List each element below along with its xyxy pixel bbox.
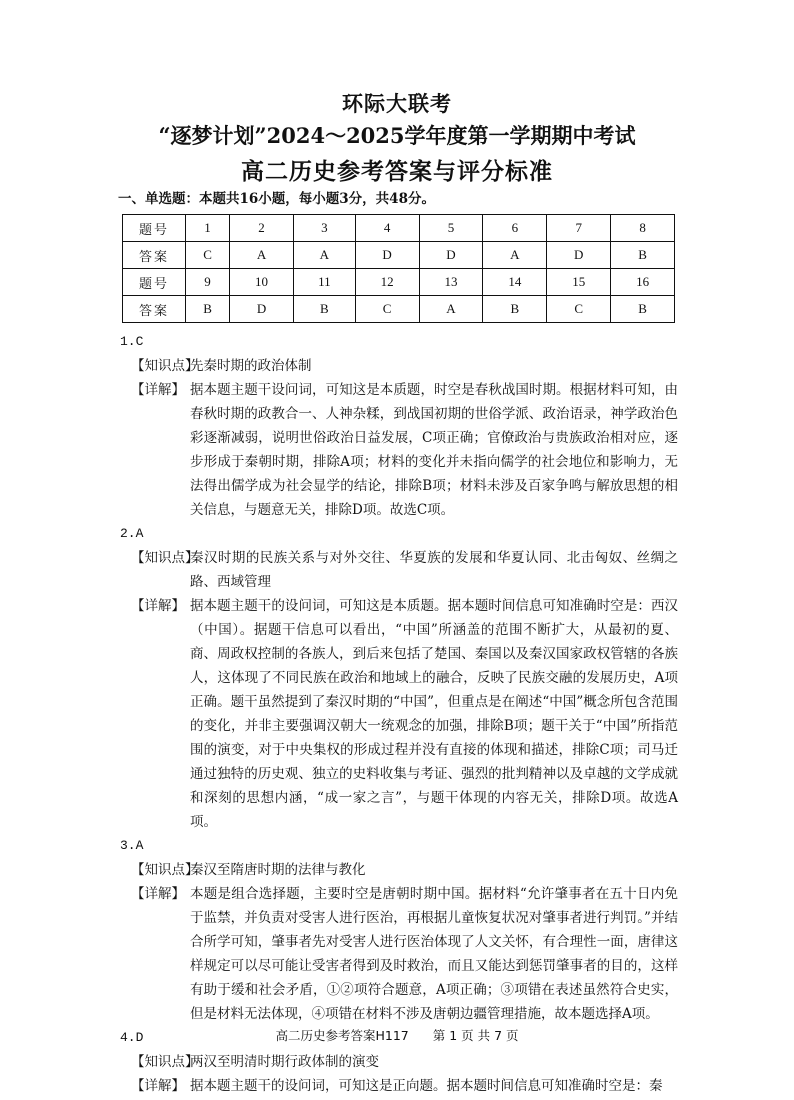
knowledge-point-label: 【知识点】 xyxy=(131,862,199,878)
knowledge-point-label: 【知识点】 xyxy=(131,550,199,566)
knowledge-point xyxy=(0,354,794,378)
row-label-question: 题号 xyxy=(123,215,186,242)
row-label-question: 题号 xyxy=(123,269,186,296)
detailed-explanation xyxy=(0,594,794,834)
question-number-cell: 2 xyxy=(230,215,294,242)
answer-cell: B xyxy=(611,242,675,269)
answer-cell: A xyxy=(293,242,355,269)
organization-title: 环际大联考 xyxy=(342,91,452,116)
answer-cell: B xyxy=(611,296,675,323)
question-number-cell: 10 xyxy=(230,269,294,296)
detailed-explanation-label: 【详解】 xyxy=(131,382,185,398)
question-number-cell: 14 xyxy=(483,269,547,296)
question-number-cell: 9 xyxy=(186,269,230,296)
detailed-explanation-text: 本题是组合选择题，主要时空是唐朝时期中国。据材料“允许肇事者在五十日内免于监禁，并负责对受害人进行医治，再根据儿童恢复状况对肇事者进行判罚。”并结合所学可知，肇事者先对受害人进行医治体现了人文关怀，有合理性一面，唐律这样规定可以尽可能让受害者得到及时救治，而且又能达到惩罚肇事者的目的，这样有助于缓和社会矛盾，①②项符合题意，A项正确；③项错在表述虽然符合史实，但是材料无法体现，④项错在材料不涉及唐朝边疆管理措施，故本题选择A项。 xyxy=(190,886,678,1022)
page-number: 第 1 页 共 7 页 xyxy=(432,1028,519,1043)
detailed-explanation xyxy=(0,1074,794,1098)
knowledge-point-text: 两汉至明清时期行政体制的演变 xyxy=(190,1054,379,1070)
question-explanation xyxy=(0,834,794,1026)
answer-cell: B xyxy=(483,296,547,323)
knowledge-point-text: 先秦时期的政治体制 xyxy=(190,358,312,374)
question-number-cell: 12 xyxy=(355,269,419,296)
detailed-explanation-text: 据本题主题干设问词，可知这是本质题，时空是春秋战国时期。根据材料可知，由春秋时期的政教合一、人神杂糅，到战国初期的世俗学派、政治语录，神学政治色彩逐渐减弱，说明世俗政治日益发展，C项正确；官僚政治与贵族政治相对应，逐步形成于秦朝时期，排除A项；材料的变化并未指向儒学的社会地位和影响力，无法得出儒学成为社会显学的结论，排除B项；材料未涉及百家争鸣与解放思想的相关信息，与题意无关，排除D项。故选C项。 xyxy=(190,382,678,518)
question-number-row xyxy=(123,269,675,296)
question-number-cell: 5 xyxy=(419,215,483,242)
exam-title: “逐梦计划”2024～2025学年度第一学期期中考试 xyxy=(158,123,636,148)
detailed-explanation-label: 【详解】 xyxy=(131,598,185,614)
knowledge-point-text: 秦汉时期的民族关系与对外交往、华夏族的发展和华夏认同、北击匈奴、丝绸之路、西域管理 xyxy=(190,550,678,590)
answer-table xyxy=(122,214,675,323)
explanations xyxy=(0,330,794,1098)
knowledge-point-label: 【知识点】 xyxy=(131,1054,199,1070)
answer-cell: D xyxy=(355,242,419,269)
detailed-explanation xyxy=(0,378,794,522)
answer-row xyxy=(123,296,675,323)
answer-row xyxy=(123,242,675,269)
knowledge-point-label: 【知识点】 xyxy=(131,358,199,374)
detailed-explanation-text: 据本题主题干的设问词，可知这是本质题。据本题时间信息可知准确时空是：西汉（中国）。据题干信息可以看出，“中国”所涵盖的范围不断扩大，从最初的夏、商、周政权控制的各族人，到后来包括了楚国、秦国以及秦汉国家政权管辖的各族人，这体现了不同民族在政治和地域上的融合，反映了民族交融的发展历史，A项正确。题干虽然提到了秦汉时期的“中国”，但重点是在阐述“中国”概念所包含范围的变化，并非主要强调汉朝大一统观念的加强，排除B项；题干关于“中国”所指范围的演变，对于中央集权的形成过程并没有直接的体现和描述，排除C项；司马迁通过独特的历史观、独立的史料收集与考证、强烈的批判精神以及卓越的文学成就和深刻的思想内涵，“成一家之言”，与题干体现的内容无关，排除D项。故选A项。 xyxy=(190,598,678,830)
row-label-answer: 答案 xyxy=(123,296,186,323)
question-number-cell: 8 xyxy=(611,215,675,242)
section-heading: 一、单选题：本题共16小题，每小题3分，共48分。 xyxy=(118,191,435,207)
answer-cell: C xyxy=(186,242,230,269)
answer-cell: A xyxy=(483,242,547,269)
answer-cell: A xyxy=(419,296,483,323)
question-answer-id: 4.D xyxy=(120,1030,144,1045)
question-answer-id: 3.A xyxy=(120,838,144,853)
question-explanation xyxy=(0,330,794,522)
question-explanation xyxy=(0,522,794,834)
knowledge-point xyxy=(0,858,794,882)
question-number-cell: 4 xyxy=(355,215,419,242)
question-number-row xyxy=(123,215,675,242)
question-number-cell: 3 xyxy=(293,215,355,242)
page-footer xyxy=(0,1026,794,1044)
answer-cell: B xyxy=(186,296,230,323)
detailed-explanation-label: 【详解】 xyxy=(131,886,185,902)
answer-cell: D xyxy=(230,296,294,323)
question-number-cell: 11 xyxy=(293,269,355,296)
answer-cell: A xyxy=(230,242,294,269)
document-code: 高二历史参考答案H117 xyxy=(275,1028,409,1043)
question-number-cell: 6 xyxy=(483,215,547,242)
detailed-explanation xyxy=(0,882,794,1026)
detailed-explanation-label: 【详解】 xyxy=(131,1078,185,1094)
question-answer-id: 1.C xyxy=(120,334,144,349)
question-answer-id: 2.A xyxy=(120,526,144,541)
knowledge-point-text: 秦汉至隋唐时期的法律与教化 xyxy=(190,862,366,878)
answer-cell: C xyxy=(547,296,611,323)
knowledge-point xyxy=(0,546,794,594)
document-title: 高二历史参考答案与评分标准 xyxy=(241,158,553,185)
question-number-cell: 16 xyxy=(611,269,675,296)
detailed-explanation-text: 据本题主题干的设问词，可知这是正向题。据本题时间信息可知准确时空是：秦 xyxy=(190,1078,663,1094)
answer-cell: C xyxy=(355,296,419,323)
row-label-answer: 答案 xyxy=(123,242,186,269)
question-number-cell: 1 xyxy=(186,215,230,242)
answer-cell: B xyxy=(293,296,355,323)
knowledge-point xyxy=(0,1050,794,1074)
question-number-cell: 7 xyxy=(547,215,611,242)
answer-cell: D xyxy=(419,242,483,269)
question-number-cell: 13 xyxy=(419,269,483,296)
question-number-cell: 15 xyxy=(547,269,611,296)
answer-cell: D xyxy=(547,242,611,269)
